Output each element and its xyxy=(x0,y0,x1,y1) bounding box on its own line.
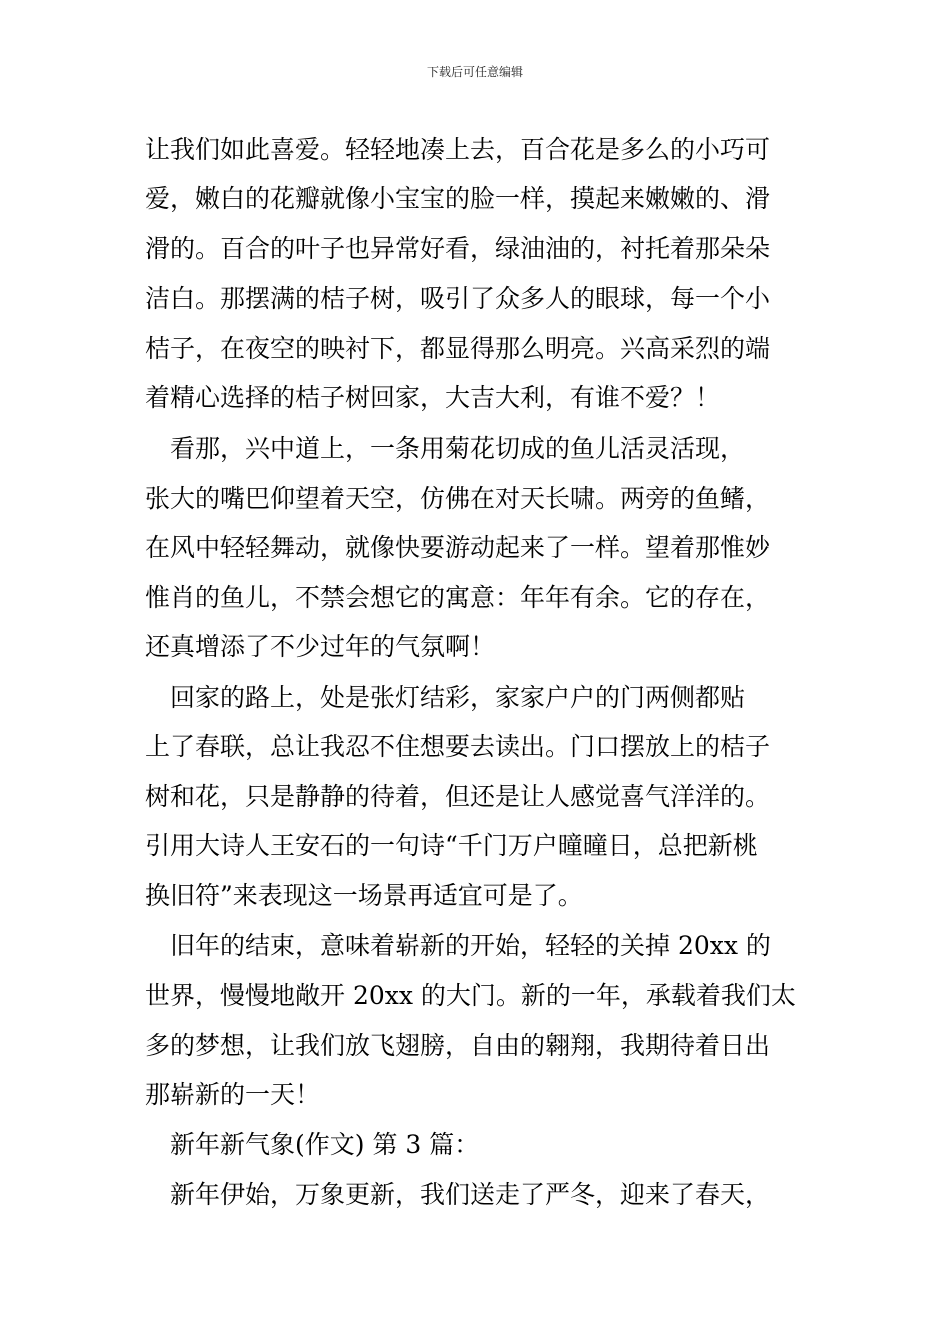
text-line: 上了春联，总让我忍不住想要去读出。门口摆放上的桔子 xyxy=(145,732,771,761)
text-line: 回家的路上，处是张灯结彩，家家户户的门两侧都贴 xyxy=(145,683,746,712)
text-line: 旧年的结束，意味着崭新的开始，轻轻的关掉 20xx 的 xyxy=(145,931,771,960)
text-line: 张大的嘴巴仰望着天空，仿佛在对天长啸。两旁的鱼鳍， xyxy=(145,484,771,513)
text-line: 着精心选择的桔子树回家，大吉大利，有谁不爱？！ xyxy=(145,383,721,412)
text-line: 树和花，只是静静的待着，但还是让人感觉喜气洋洋的。 xyxy=(145,782,771,811)
text-line: 看那，兴中道上，一条用菊花切成的鱼儿活灵活现， xyxy=(145,434,746,463)
text-line: 引用大诗人王安石的一句诗“千门万户曈曈日，总把新桃 xyxy=(145,831,758,860)
text-line: 桔子，在夜空的映衬下，都显得那么明亮。兴高采烈的端 xyxy=(145,334,771,363)
text-line: 滑的。百合的叶子也异常好看，绿油油的，衬托着那朵朵 xyxy=(145,234,771,263)
page-header: 下载后可任意编辑 xyxy=(426,65,523,79)
text-line: 新年伊始，万象更新，我们送走了严冬，迎来了春天， xyxy=(145,1180,771,1209)
text-line: 还真增添了不少过年的气氛啊！ xyxy=(145,632,496,661)
text-line: 在风中轻轻舞动，就像快要游动起来了一样。望着那惟妙 xyxy=(145,533,771,562)
text-line: 那崭新的一天！ xyxy=(145,1080,321,1109)
text-line: 让我们如此喜爱。轻轻地凑上去，百合花是多么的小巧可 xyxy=(145,135,771,164)
text-line: 爱，嫩白的花瓣就像小宝宝的脸一样，摸起来嫩嫩的、滑 xyxy=(145,184,771,213)
text-line: 多的梦想，让我们放飞翅膀，自由的翱翔，我期待着日出 xyxy=(145,1031,771,1060)
text-line: 世界，慢慢地敞开 20xx 的大门。新的一年，承载着我们太 xyxy=(145,981,796,1010)
text-line: 洁白。那摆满的桔子树，吸引了众多人的眼球，每一个小 xyxy=(145,284,771,313)
text-line: 换旧符”来表现这一场景再适宜可是了。 xyxy=(145,881,583,910)
text-line: 惟肖的鱼儿，不禁会想它的寓意：年年有余。它的存在， xyxy=(145,583,771,612)
section-heading: 新年新气象(作文) 第 3 篇： xyxy=(145,1130,480,1159)
